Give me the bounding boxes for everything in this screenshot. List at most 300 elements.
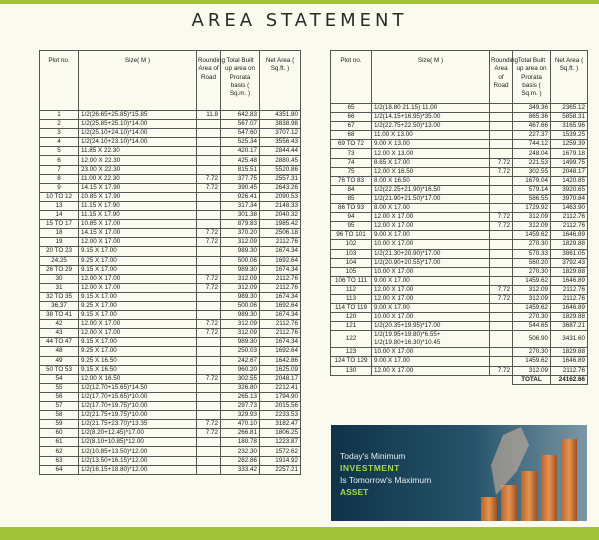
table-row: [331, 276, 588, 285]
net-area-cell: 1794.90: [260, 392, 301, 401]
rounding-cell: [197, 211, 221, 220]
builtup-cell: 989.30: [221, 292, 260, 301]
size-cell: 9.25 X 16.50: [79, 356, 197, 365]
size-cell: 10.85 X 17.00: [79, 220, 197, 229]
table-row: [40, 192, 301, 201]
rounding-cell: [197, 356, 221, 365]
net-area-cell: 1642.86: [260, 356, 301, 365]
plot-no-cell: 67: [331, 122, 372, 131]
net-area-cell: 2233.53: [260, 411, 301, 420]
plot-no-cell: 114 TO 119: [331, 304, 372, 313]
builtup-cell: 180.78: [221, 438, 260, 447]
plot-no-cell: 74: [331, 158, 372, 167]
builtup-cell: 312.09: [513, 222, 551, 231]
rounding-cell: 7.72: [490, 285, 513, 294]
header-rounding: Rounding Area of Road: [197, 51, 221, 111]
size-cell: 9.25 X 17.00: [79, 347, 197, 356]
rounding-cell: [197, 311, 221, 320]
net-area-cell: 3431.60: [551, 331, 588, 348]
builtup-cell: 349.36: [513, 104, 551, 113]
plot-no-cell: 20 TO 23: [40, 247, 79, 256]
builtup-cell: 221.53: [513, 158, 551, 167]
rounding-cell: [197, 456, 221, 465]
size-cell: 12.00 X 16.50: [372, 167, 490, 176]
plot-no-cell: 95: [331, 222, 372, 231]
table-row: [40, 120, 301, 129]
rounding-cell: 7.72: [197, 320, 221, 329]
builtup-cell: 312.09: [221, 320, 260, 329]
builtup-cell: 266.81: [221, 429, 260, 438]
table-row: [40, 320, 301, 329]
net-area-cell: 1692.64: [260, 347, 301, 356]
rounding-cell: [197, 465, 221, 474]
rounding-cell: [490, 357, 513, 366]
rounding-cell: [490, 113, 513, 122]
table-row: [331, 176, 588, 185]
builtup-cell: 312.09: [221, 238, 260, 247]
rounding-cell: [197, 220, 221, 229]
rounding-cell: [197, 129, 221, 138]
bottom-accent-bar: [0, 527, 599, 540]
net-area-cell: 3970.84: [551, 194, 588, 203]
net-area-cell: 1646.89: [551, 231, 588, 240]
rounding-cell: [197, 365, 221, 374]
rounding-cell: 7.72: [490, 167, 513, 176]
builtup-cell: 989.30: [221, 338, 260, 347]
plot-no-cell: 36,37: [40, 301, 79, 310]
rounding-cell: [197, 392, 221, 401]
rounding-cell: [490, 249, 513, 258]
plot-no-cell: 84: [331, 185, 372, 194]
plot-no-cell: 105: [331, 267, 372, 276]
plot-no-cell: 32 TO 35: [40, 292, 79, 301]
builtup-cell: 312.09: [221, 274, 260, 283]
net-area-cell: 2048.17: [260, 374, 301, 383]
rounding-cell: [197, 301, 221, 310]
table-row: [40, 165, 301, 174]
size-cell: 10.00 X 17.00: [372, 313, 490, 322]
rounding-cell: [490, 122, 513, 131]
rounding-cell: [197, 138, 221, 147]
size-cell: 8.65 X 17.00: [372, 158, 490, 167]
builtup-cell: 1459.62: [513, 304, 551, 313]
table-row: [40, 211, 301, 220]
builtup-cell: 248.04: [513, 149, 551, 158]
builtup-cell: 547.60: [221, 129, 260, 138]
table-row: [40, 156, 301, 165]
size-cell: 10.00 X 17.00: [372, 348, 490, 357]
table-row: [331, 231, 588, 240]
size-cell: 8.00 X 16.50: [372, 176, 490, 185]
net-area-cell: 1674.34: [260, 265, 301, 274]
plot-no-cell: 123: [331, 348, 372, 357]
net-area-cell: 1692.64: [260, 301, 301, 310]
net-area-cell: 1914.92: [260, 456, 301, 465]
table-row: [331, 240, 588, 249]
size-cell: 9.15 X 17.00: [79, 311, 197, 320]
builtup-cell: 333.42: [221, 465, 260, 474]
net-area-cell: 1625.09: [260, 365, 301, 374]
plot-no-cell: 68: [331, 131, 372, 140]
rounding-cell: [197, 402, 221, 411]
plot-no-cell: 5: [40, 147, 79, 156]
builtup-cell: 282.86: [221, 456, 260, 465]
table-row: [40, 338, 301, 347]
size-cell: 9.15 X 17.00: [79, 247, 197, 256]
net-area-cell: 2844.44: [260, 147, 301, 156]
size-cell: 1/2(21.75+23.70)*13.35: [79, 420, 197, 429]
net-area-cell: 2112.76: [551, 294, 588, 303]
rounding-cell: 7.72: [490, 294, 513, 303]
table-row: [331, 167, 588, 176]
table-row: [331, 258, 588, 267]
net-area-cell: 1646.89: [551, 304, 588, 313]
plot-no-cell: 85: [331, 194, 372, 203]
builtup-cell: 420.17: [221, 147, 260, 156]
plot-no-cell: 44 TO 47: [40, 338, 79, 347]
builtup-cell: 567.07: [221, 120, 260, 129]
net-area-cell: 2112.76: [260, 238, 301, 247]
builtup-cell: 579.14: [513, 185, 551, 194]
size-cell: 12.00 X 16.50: [79, 374, 197, 383]
plot-no-cell: 73: [331, 149, 372, 158]
builtup-cell: 1729.92: [513, 204, 551, 213]
header-rounding: Rounding Area of Road: [490, 51, 513, 104]
table-row: [331, 149, 588, 158]
plot-no-cell: 30: [40, 274, 79, 283]
table-row: [40, 274, 301, 283]
top-accent-bar: [0, 0, 599, 4]
rounding-cell: [490, 276, 513, 285]
table-row: [40, 456, 301, 465]
rounding-cell: 7.72: [197, 283, 221, 292]
size-cell: 12.00 X 17.00: [372, 222, 490, 231]
table-row: [40, 138, 301, 147]
size-cell: 12.00 X 17.00: [372, 213, 490, 222]
builtup-cell: 232.30: [221, 447, 260, 456]
net-area-cell: 5520.86: [260, 165, 301, 174]
plot-no-cell: 15 TO 17: [40, 220, 79, 229]
size-cell: 9.15 X 17.00: [79, 338, 197, 347]
net-area-cell: 3182.47: [260, 420, 301, 429]
header-size: Size( M ): [372, 51, 490, 104]
size-cell: 1/2(20.35+19.95)*17.00: [372, 322, 490, 331]
builtup-cell: 227.37: [513, 131, 551, 140]
rounding-cell: [490, 176, 513, 185]
builtup-cell: 302.55: [513, 167, 551, 176]
builtup-cell: 297.73: [221, 402, 260, 411]
rounding-cell: 7.72: [197, 429, 221, 438]
plot-no-cell: 48: [40, 347, 79, 356]
table-row: [40, 111, 301, 120]
net-area-cell: 1572.62: [260, 447, 301, 456]
size-cell: 12.00 X 13.00: [372, 149, 490, 158]
table-row: [331, 222, 588, 231]
plot-no-cell: 43: [40, 329, 79, 338]
builtup-cell: 570.33: [513, 249, 551, 258]
builtup-cell: 1679.04: [513, 176, 551, 185]
table-row: [331, 304, 588, 313]
area-table-right: [330, 50, 588, 385]
size-cell: 1/2(19.95+19.80)*6.55+ 1/2(19.80+16.30)*10.45: [372, 331, 490, 348]
table-row: [40, 183, 301, 192]
table-row: [331, 131, 588, 140]
plot-no-cell: 19: [40, 238, 79, 247]
net-area-cell: 2112.76: [551, 285, 588, 294]
rounding-cell: [197, 265, 221, 274]
size-cell: 9.00 X 17.00: [372, 276, 490, 285]
builtup-cell: 467.66: [513, 122, 551, 131]
size-cell: 1/2(25.85+25.10)*14.00: [79, 120, 197, 129]
rounding-cell: [490, 304, 513, 313]
builtup-cell: 815.51: [221, 165, 260, 174]
rounding-cell: [197, 338, 221, 347]
plot-no-cell: 106 TO 111: [331, 276, 372, 285]
table-row: [331, 104, 588, 113]
builtup-cell: 744.12: [513, 140, 551, 149]
net-area-cell: 2112.76: [260, 283, 301, 292]
size-cell: 1/2(18.80 21.15) 11.00: [372, 104, 490, 113]
size-cell: 11.15 X 17.90: [79, 211, 197, 220]
builtup-cell: 302.55: [221, 374, 260, 383]
net-area-cell: 2557.31: [260, 174, 301, 183]
plot-no-cell: 31: [40, 283, 79, 292]
builtup-cell: 270.30: [513, 267, 551, 276]
size-cell: 9.00 X 17.00: [372, 357, 490, 366]
net-area-cell: 1646.89: [551, 357, 588, 366]
plot-no-cell: 64: [40, 465, 79, 474]
size-cell: 1/2(22.25+21.90)*16.50: [372, 185, 490, 194]
plot-no-cell: 113: [331, 294, 372, 303]
builtup-cell: 250.03: [221, 347, 260, 356]
size-cell: 11.85 X 22.30: [79, 147, 197, 156]
size-cell: 9.15 X 17.00: [79, 292, 197, 301]
size-cell: 1/2(21.30+20.90)*17.00: [372, 249, 490, 258]
builtup-cell: 470.10: [221, 420, 260, 429]
table-row: [331, 204, 588, 213]
rounding-cell: 7.72: [197, 274, 221, 283]
plot-no-cell: 94: [331, 213, 372, 222]
net-area-cell: 2880.45: [260, 156, 301, 165]
size-cell: 1/2(25.10+24.10)*14.00: [79, 129, 197, 138]
net-area-cell: 2506.18: [260, 229, 301, 238]
builtup-cell: 312.09: [513, 213, 551, 222]
net-area-cell: 3165.96: [551, 122, 588, 131]
plot-no-cell: 63: [40, 456, 79, 465]
net-area-cell: 1674.34: [260, 292, 301, 301]
rounding-cell: [490, 104, 513, 113]
net-area-cell: 3920.65: [551, 185, 588, 194]
builtup-cell: 586.55: [513, 194, 551, 203]
size-cell: 1/2(17.70+19.75)*10.00: [79, 402, 197, 411]
size-cell: 9.15 X 17.00: [79, 265, 197, 274]
table-row: [40, 402, 301, 411]
builtup-cell: 642.83: [221, 111, 260, 120]
rounding-cell: [490, 185, 513, 194]
builtup-cell: 960.20: [221, 365, 260, 374]
net-area-cell: 3838.98: [260, 120, 301, 129]
plot-no-cell: 102: [331, 240, 372, 249]
builtup-cell: 312.09: [221, 329, 260, 338]
table-row: [40, 411, 301, 420]
plot-no-cell: 66: [331, 113, 372, 122]
net-area-cell: 2090.53: [260, 192, 301, 201]
net-area-cell: 3792.43: [551, 258, 588, 267]
rounding-cell: 7.72: [197, 238, 221, 247]
plot-no-cell: 2: [40, 120, 79, 129]
plot-no-cell: 1: [40, 111, 79, 120]
net-area-cell: 3707.12: [260, 129, 301, 138]
size-cell: 14.15 X 17.90: [79, 183, 197, 192]
builtup-cell: 312.09: [513, 366, 551, 375]
rounding-cell: [197, 347, 221, 356]
header-plot-no: Plot no.: [40, 51, 79, 111]
table-row: [40, 238, 301, 247]
builtup-cell: 500.06: [221, 301, 260, 310]
plot-no-cell: 14: [40, 211, 79, 220]
table-row: [40, 301, 301, 310]
builtup-cell: 425.48: [221, 156, 260, 165]
builtup-cell: 525.34: [221, 138, 260, 147]
rounding-cell: [490, 348, 513, 357]
plot-no-cell: 26 TO 29: [40, 265, 79, 274]
rounding-cell: [197, 247, 221, 256]
net-area-cell: 2112.76: [551, 213, 588, 222]
promo-line-3: Is Tomorrow's Maximum: [340, 475, 432, 485]
plot-no-cell: 62: [40, 447, 79, 456]
plot-no-cell: 59: [40, 420, 79, 429]
table-row: [331, 113, 588, 122]
size-cell: 1/2(14.15+16.95)*35.00: [372, 113, 490, 122]
table-row: [331, 213, 588, 222]
table-row: [331, 294, 588, 303]
size-cell: 12.00 X 17.00: [372, 285, 490, 294]
size-cell: 1/2(22.75+22.50)*13.00: [372, 122, 490, 131]
rounding-cell: 7.72: [197, 183, 221, 192]
header-net-area: Net Area ( Sq.ft. ): [551, 51, 588, 104]
table-row: [40, 220, 301, 229]
table-row: [331, 285, 588, 294]
net-area-cell: 2048.17: [551, 167, 588, 176]
plot-no-cell: 103: [331, 249, 372, 258]
rounding-cell: 7.72: [490, 213, 513, 222]
size-cell: 1/2(26.65+25.85)*15.85: [79, 111, 197, 120]
rounding-cell: [197, 165, 221, 174]
promo-line-1: Today's Minimum: [340, 451, 406, 461]
table-row: [40, 256, 301, 265]
rounding-cell: 7.72: [490, 366, 513, 375]
net-area-cell: 2112.76: [551, 366, 588, 375]
table-row: [40, 365, 301, 374]
table-row: [40, 420, 301, 429]
net-area-cell: 1829.88: [551, 313, 588, 322]
rounding-cell: [490, 267, 513, 276]
rounding-cell: [197, 292, 221, 301]
table-row: [40, 265, 301, 274]
plot-no-cell: 4: [40, 138, 79, 147]
net-area-cell: 1806.25: [260, 429, 301, 438]
promo-line-4: ASSET: [340, 487, 369, 497]
promo-line-2: INVESTMENT: [340, 463, 400, 473]
header-net-area: Net Area ( Sq.ft. ): [260, 51, 301, 111]
net-area-cell: 2365.12: [551, 104, 588, 113]
plot-no-cell: 8: [40, 174, 79, 183]
rounding-cell: [490, 194, 513, 203]
rounding-cell: [490, 240, 513, 249]
rounding-cell: [197, 147, 221, 156]
investment-promo-image: [331, 425, 587, 521]
builtup-cell: 270.30: [513, 313, 551, 322]
net-area-cell: 1223.87: [260, 438, 301, 447]
size-cell: 1/2(13.50+16.15)*12.00: [79, 456, 197, 465]
rounding-cell: [197, 156, 221, 165]
table-row: [40, 247, 301, 256]
size-cell: 1/2(10.85+13.50)*12.00: [79, 447, 197, 456]
net-area-cell: 1674.34: [260, 338, 301, 347]
plot-no-cell: 60: [40, 429, 79, 438]
rounding-cell: [197, 438, 221, 447]
table-row: [331, 122, 588, 131]
rounding-cell: 7.72: [197, 229, 221, 238]
plot-no-cell: 3: [40, 129, 79, 138]
net-area-cell: 2257.21: [260, 465, 301, 474]
size-cell: 10.00 X 17.00: [372, 240, 490, 249]
size-cell: 12.00 X 17.00: [79, 320, 197, 329]
rounding-cell: 7.72: [197, 420, 221, 429]
plot-no-cell: 57: [40, 402, 79, 411]
plot-no-cell: 124 TO 129: [331, 357, 372, 366]
net-area-cell: 5858.31: [551, 113, 588, 122]
table-row: [331, 158, 588, 167]
table-row: [40, 174, 301, 183]
plot-no-cell: 54: [40, 374, 79, 383]
size-cell: 9.25 X 17.00: [79, 301, 197, 310]
size-cell: 1/2(8.10+10.85)*12.00: [79, 438, 197, 447]
size-cell: 12.00 X 17.00: [372, 366, 490, 375]
size-cell: 12.00 X 17.00: [79, 238, 197, 247]
size-cell: 12.00 X 17.00: [372, 294, 490, 303]
size-cell: 11.00 X 22.30: [79, 174, 197, 183]
rounding-cell: [490, 204, 513, 213]
plot-no-cell: 49: [40, 356, 79, 365]
header-builtup: Total Built up area on Prorata basis ( Sq.m. ): [513, 51, 551, 104]
rounding-cell: [490, 313, 513, 322]
net-area-cell: 2015.56: [260, 402, 301, 411]
plot-no-cell: 38 TO 41: [40, 311, 79, 320]
rounding-cell: [490, 131, 513, 140]
table-row: [331, 357, 588, 366]
size-cell: 10.85 X 17.90: [79, 192, 197, 201]
builtup-cell: 1459.62: [513, 357, 551, 366]
net-area-cell: 1674.34: [260, 311, 301, 320]
plot-no-cell: 56: [40, 392, 79, 401]
builtup-cell: 265.13: [221, 392, 260, 401]
builtup-cell: 312.09: [513, 294, 551, 303]
size-cell: 9.15 X 16.50: [79, 365, 197, 374]
rounding-cell: [490, 231, 513, 240]
net-area-cell: 2148.33: [260, 201, 301, 210]
builtup-cell: 329.93: [221, 411, 260, 420]
table-row: [40, 438, 301, 447]
size-cell: 9.00 X 17.00: [372, 304, 490, 313]
plot-no-cell: 104: [331, 258, 372, 267]
net-area-cell: 2212.41: [260, 383, 301, 392]
header-size: Size( M ): [79, 51, 197, 111]
plot-no-cell: 58: [40, 411, 79, 420]
table-row: [40, 229, 301, 238]
builtup-cell: 989.30: [221, 265, 260, 274]
plot-no-cell: 86 TO 93: [331, 204, 372, 213]
